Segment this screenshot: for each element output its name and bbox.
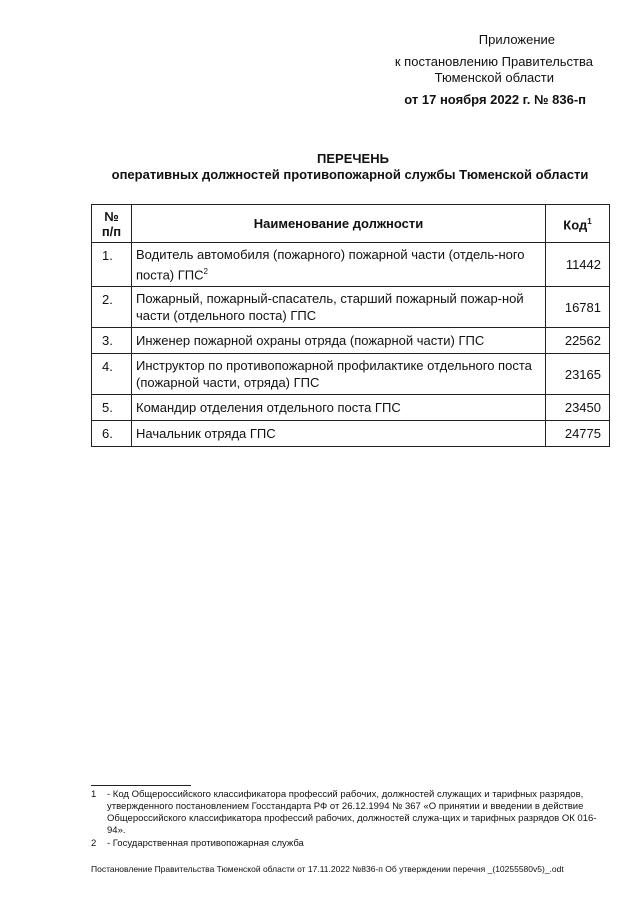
position-name-text: Водитель автомобиля (пожарного) пожарной части (отдель-ного поста) ГПС (136, 247, 525, 283)
row-number: 2. (92, 287, 132, 328)
footnote-divider (91, 785, 191, 786)
position-code: 24775 (546, 421, 610, 447)
column-header-name: Наименование должности (132, 205, 546, 243)
code-header-label: Код (563, 217, 588, 233)
table-row (92, 395, 610, 421)
document-title: ПЕРЕЧЕНЬ (317, 151, 389, 166)
footnote-mark: 2 (91, 838, 97, 849)
footnote-text: - Код Общероссийского классификатора профессий рабочих, должностей служащих и тарифных разрядов, утвержденного постановлением Госстандарта РФ от 26.12.1994 № 367 «О принятии и введении в действие Общероссийского классификатора профессий рабочих, должностей служа-щих и тарифных разрядов ОК 016-94». (107, 789, 597, 836)
position-code: 16781 (546, 287, 610, 328)
footnote-1 (91, 789, 601, 837)
position-name-text: Пожарный, пожарный-спасатель, старший пожарный пожар-ной части (отдельного поста) ГПС (136, 291, 524, 324)
position-name-text: Инструктор по противопожарной профилактике отдельного поста (пожарной части, отряда) ГПС (136, 358, 532, 391)
footnote-mark: 1 (91, 789, 97, 800)
position-code: 23165 (546, 354, 610, 395)
position-name (132, 328, 546, 354)
position-name (132, 243, 546, 287)
table-row (92, 354, 610, 395)
appendix-ref-region: Тюменской области (434, 70, 554, 85)
position-code: 22562 (546, 328, 610, 354)
document-footer: Постановление Правительства Тюменской области от 17.11.2022 №836-п Об утверждении перечня _(10255580v5)_.odt (91, 864, 564, 874)
column-header-code (546, 205, 610, 243)
resolution-date-number: от 17 ноября 2022 г. № 836-п (404, 92, 586, 107)
document-subtitle: оперативных должностей противопожарной службы Тюменской области (111, 167, 589, 182)
position-name-text: Командир отделения отдельного поста ГПС (136, 400, 401, 416)
table-header-row (92, 205, 610, 243)
footnote-ref-2: 2 (203, 267, 208, 276)
table-row (92, 328, 610, 354)
table-row (92, 287, 610, 328)
position-name-text: Инженер пожарной охраны отряда (пожарной части) ГПС (136, 333, 485, 349)
position-name (132, 421, 546, 447)
footnote-ref-1: 1 (587, 217, 592, 227)
table-body (92, 243, 610, 447)
position-code: 11442 (546, 243, 610, 287)
appendix-label: Приложение (478, 32, 555, 47)
column-header-number: № п/п (92, 205, 132, 243)
appendix-ref-line: к постановлению Правительства (394, 54, 593, 69)
position-name (132, 395, 546, 421)
row-number: 5. (92, 395, 132, 421)
row-number: 1. (92, 243, 132, 287)
table-row (92, 421, 610, 447)
footnote-2 (91, 838, 601, 850)
row-number: 6. (92, 421, 132, 447)
position-name-text: Начальник отряда ГПС (136, 426, 276, 442)
positions-table (91, 204, 610, 447)
position-name (132, 287, 546, 328)
row-number: 3. (92, 328, 132, 354)
position-code: 23450 (546, 395, 610, 421)
table-row (92, 243, 610, 287)
row-number: 4. (92, 354, 132, 395)
position-name (132, 354, 546, 395)
footnote-text: - Государственная противопожарная служба (107, 838, 304, 849)
